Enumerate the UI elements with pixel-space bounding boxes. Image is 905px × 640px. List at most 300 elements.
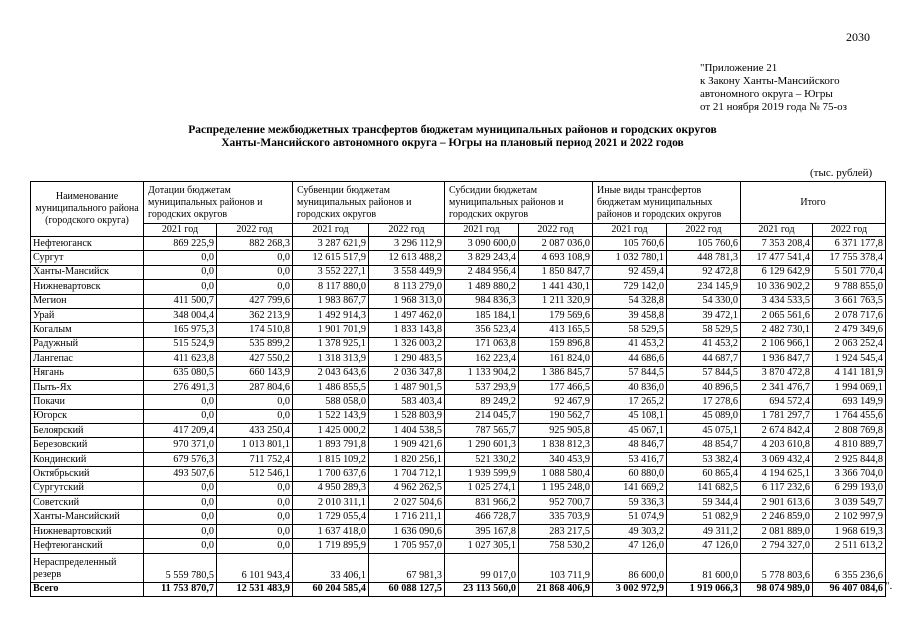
- value-cell: 5 778 803,6: [741, 553, 813, 582]
- municipality-name: Ханты-Мансийский: [31, 510, 144, 524]
- table-row: [31, 294, 886, 308]
- value-cell: 177 466,5: [519, 380, 593, 394]
- value-cell: 1 027 305,1: [445, 539, 519, 553]
- municipality-name: Покачи: [31, 395, 144, 409]
- value-cell: 60 204 585,4: [293, 582, 369, 596]
- value-cell: 1 968 619,3: [813, 524, 886, 538]
- value-cell: 39 458,8: [593, 308, 667, 322]
- value-cell: 952 700,7: [519, 496, 593, 510]
- value-cell: 1 820 256,1: [369, 452, 445, 466]
- value-cell: 925 905,8: [519, 424, 593, 438]
- value-cell: 162 223,4: [445, 352, 519, 366]
- value-cell: 1 893 791,8: [293, 438, 369, 452]
- value-cell: 970 371,0: [144, 438, 217, 452]
- value-cell: 45 075,1: [667, 424, 741, 438]
- value-cell: 98 074 989,0: [741, 582, 813, 596]
- value-cell: 362 213,9: [217, 308, 293, 322]
- value-cell: 1 815 109,2: [293, 452, 369, 466]
- appendix-line: "Приложение 21: [700, 62, 778, 74]
- value-cell: 2 484 956,4: [445, 265, 519, 279]
- table-row: [31, 395, 886, 409]
- value-cell: 411 500,7: [144, 294, 217, 308]
- value-cell: 53 416,7: [593, 452, 667, 466]
- value-cell: 92 459,4: [593, 265, 667, 279]
- header-year-2021: 2021 год: [593, 224, 667, 237]
- value-cell: 411 623,8: [144, 352, 217, 366]
- value-cell: 694 572,4: [741, 395, 813, 409]
- value-cell: 2 511 613,2: [813, 539, 886, 553]
- value-cell: 660 143,9: [217, 366, 293, 380]
- value-cell: 1 290 483,5: [369, 352, 445, 366]
- value-cell: 1 850 847,7: [519, 265, 593, 279]
- value-cell: 1 013 801,1: [217, 438, 293, 452]
- value-cell: 2 808 769,8: [813, 424, 886, 438]
- value-cell: 1 386 845,7: [519, 366, 593, 380]
- value-cell: 44 687,7: [667, 352, 741, 366]
- value-cell: 1 326 003,2: [369, 337, 445, 351]
- value-cell: 1 032 780,1: [593, 251, 667, 265]
- value-cell: 882 268,3: [217, 237, 293, 251]
- value-cell: 141 682,5: [667, 481, 741, 495]
- value-cell: 51 074,9: [593, 510, 667, 524]
- value-cell: 1 211 320,9: [519, 294, 593, 308]
- value-cell: 1 195 248,0: [519, 481, 593, 495]
- value-cell: 1 729 055,4: [293, 510, 369, 524]
- value-cell: 57 844,5: [593, 366, 667, 380]
- value-cell: 5 501 770,4: [813, 265, 886, 279]
- value-cell: 44 686,6: [593, 352, 667, 366]
- value-cell: 1 983 867,7: [293, 294, 369, 308]
- value-cell: 45 108,1: [593, 409, 667, 423]
- value-cell: 831 966,2: [445, 496, 519, 510]
- value-cell: 4 203 610,8: [741, 438, 813, 452]
- value-cell: 1 705 957,0: [369, 539, 445, 553]
- value-cell: 179 569,6: [519, 308, 593, 322]
- value-cell: 348 004,4: [144, 308, 217, 322]
- value-cell: 0,0: [217, 539, 293, 553]
- municipality-name: Всего: [31, 582, 144, 596]
- value-cell: 413 165,5: [519, 323, 593, 337]
- table-row: [31, 352, 886, 366]
- transfers-table: [30, 181, 886, 597]
- value-cell: 6 129 642,9: [741, 265, 813, 279]
- municipality-name: Сургут: [31, 251, 144, 265]
- value-cell: 1 378 925,1: [293, 337, 369, 351]
- value-cell: 0,0: [217, 510, 293, 524]
- total-row: [31, 582, 886, 596]
- value-cell: 49 303,2: [593, 524, 667, 538]
- value-cell: 3 558 449,9: [369, 265, 445, 279]
- value-cell: 1 994 069,1: [813, 380, 886, 394]
- value-cell: 1 088 580,4: [519, 467, 593, 481]
- value-cell: 47 126,0: [667, 539, 741, 553]
- value-cell: 3 039 549,7: [813, 496, 886, 510]
- value-cell: 60 880,0: [593, 467, 667, 481]
- value-cell: 92 467,9: [519, 395, 593, 409]
- value-cell: 3 296 112,9: [369, 237, 445, 251]
- value-cell: 3 829 243,4: [445, 251, 519, 265]
- value-cell: 2 794 327,0: [741, 539, 813, 553]
- table-row: [31, 280, 886, 294]
- table-row: [31, 524, 886, 538]
- value-cell: 0,0: [144, 251, 217, 265]
- value-cell: 2 036 347,8: [369, 366, 445, 380]
- value-cell: 1 425 000,2: [293, 424, 369, 438]
- municipality-name: Лангепас: [31, 352, 144, 366]
- value-cell: 1 936 847,7: [741, 352, 813, 366]
- value-cell: 11 753 870,7: [144, 582, 217, 596]
- table-row: [31, 481, 886, 495]
- table-body: [31, 237, 886, 597]
- value-cell: 583 403,4: [369, 395, 445, 409]
- value-cell: 214 045,7: [445, 409, 519, 423]
- value-cell: 6 101 943,4: [217, 553, 293, 582]
- value-cell: 1 290 601,3: [445, 438, 519, 452]
- value-cell: 433 250,4: [217, 424, 293, 438]
- value-cell: 12 613 488,2: [369, 251, 445, 265]
- header-other-transfers: Иные виды трансфертов бюджетам муниципальных районов и городских округов: [593, 182, 741, 224]
- table-row: [31, 539, 886, 553]
- value-cell: 2 081 889,0: [741, 524, 813, 538]
- value-cell: 448 781,3: [667, 251, 741, 265]
- value-cell: 48 854,7: [667, 438, 741, 452]
- value-cell: 17 265,2: [593, 395, 667, 409]
- value-cell: 59 344,4: [667, 496, 741, 510]
- table-row: [31, 380, 886, 394]
- table-row: [31, 510, 886, 524]
- municipality-name: Когалым: [31, 323, 144, 337]
- municipality-name: Октябрьский: [31, 467, 144, 481]
- value-cell: 3 287 621,9: [293, 237, 369, 251]
- value-cell: 0,0: [144, 524, 217, 538]
- value-cell: 1 909 421,6: [369, 438, 445, 452]
- table-row: [31, 424, 886, 438]
- value-cell: 53 382,4: [667, 452, 741, 466]
- value-cell: 51 082,9: [667, 510, 741, 524]
- document-title: [0, 124, 905, 150]
- value-cell: 417 209,4: [144, 424, 217, 438]
- table-row: [31, 251, 886, 265]
- value-cell: 1 441 430,1: [519, 280, 593, 294]
- value-cell: 40 896,5: [667, 380, 741, 394]
- value-cell: 2 027 504,6: [369, 496, 445, 510]
- value-cell: 3 870 472,8: [741, 366, 813, 380]
- value-cell: 1 487 901,5: [369, 380, 445, 394]
- value-cell: 12 615 517,9: [293, 251, 369, 265]
- value-cell: 0,0: [144, 481, 217, 495]
- value-cell: 427 799,6: [217, 294, 293, 308]
- value-cell: 45 089,0: [667, 409, 741, 423]
- value-cell: 33 406,1: [293, 553, 369, 582]
- value-cell: 174 510,8: [217, 323, 293, 337]
- value-cell: 0,0: [217, 395, 293, 409]
- title-line: Распределение межбюджетных трансфертов бюджетам муниципальных районов и городских округов: [188, 124, 717, 136]
- value-cell: 787 565,7: [445, 424, 519, 438]
- value-cell: 0,0: [144, 510, 217, 524]
- header-total: Итого: [741, 182, 886, 224]
- value-cell: 335 703,9: [519, 510, 593, 524]
- value-cell: 588 058,0: [293, 395, 369, 409]
- value-cell: 276 491,3: [144, 380, 217, 394]
- value-cell: 4 693 108,9: [519, 251, 593, 265]
- value-cell: 356 523,4: [445, 323, 519, 337]
- value-cell: 869 225,9: [144, 237, 217, 251]
- value-cell: 7 353 208,4: [741, 237, 813, 251]
- value-cell: 1 781 297,7: [741, 409, 813, 423]
- municipality-name: Нижневартовск: [31, 280, 144, 294]
- value-cell: 41 453,2: [667, 337, 741, 351]
- value-cell: 54 328,8: [593, 294, 667, 308]
- municipality-name: Кондинский: [31, 452, 144, 466]
- value-cell: 1 133 904,2: [445, 366, 519, 380]
- value-cell: 105 760,6: [593, 237, 667, 251]
- municipality-name: Советский: [31, 496, 144, 510]
- value-cell: 6 299 193,0: [813, 481, 886, 495]
- header-year-2022: 2022 год: [813, 224, 886, 237]
- header-municipality: Наименование муниципального района (городского округа): [31, 182, 144, 237]
- value-cell: 287 804,6: [217, 380, 293, 394]
- value-cell: 9 788 855,0: [813, 280, 886, 294]
- header-grants: Дотации бюджетам муниципальных районов и городских округов: [144, 182, 293, 224]
- value-cell: 512 546,1: [217, 467, 293, 481]
- value-cell: 1 025 274,1: [445, 481, 519, 495]
- value-cell: 1 522 143,9: [293, 409, 369, 423]
- value-cell: 1 489 880,2: [445, 280, 519, 294]
- value-cell: 2 674 842,4: [741, 424, 813, 438]
- units-label: (тыс. рублей): [810, 167, 873, 179]
- header-subventions: Субвенции бюджетам муниципальных районов и городских округов: [293, 182, 445, 224]
- value-cell: 2 010 311,1: [293, 496, 369, 510]
- value-cell: 1 719 895,9: [293, 539, 369, 553]
- value-cell: 521 330,2: [445, 452, 519, 466]
- municipality-name: Мегион: [31, 294, 144, 308]
- value-cell: 1 492 914,3: [293, 308, 369, 322]
- value-cell: 1 716 211,1: [369, 510, 445, 524]
- value-cell: 0,0: [144, 496, 217, 510]
- table-row: [31, 409, 886, 423]
- value-cell: 3 090 600,0: [445, 237, 519, 251]
- municipality-name: Ханты-Мансийск: [31, 265, 144, 279]
- value-cell: 59 336,3: [593, 496, 667, 510]
- value-cell: 81 600,0: [667, 553, 741, 582]
- value-cell: 1 486 855,5: [293, 380, 369, 394]
- value-cell: 3 002 972,9: [593, 582, 667, 596]
- value-cell: 2 901 613,6: [741, 496, 813, 510]
- value-cell: 1 528 803,9: [369, 409, 445, 423]
- value-cell: 2 102 997,9: [813, 510, 886, 524]
- value-cell: 537 293,9: [445, 380, 519, 394]
- value-cell: 99 017,0: [445, 553, 519, 582]
- value-cell: 1 838 812,3: [519, 438, 593, 452]
- appendix-reference: [700, 62, 847, 114]
- value-cell: 2 043 643,6: [293, 366, 369, 380]
- value-cell: 67 981,3: [369, 553, 445, 582]
- municipality-name: Сургутский: [31, 481, 144, 495]
- municipality-name: Нижневартовский: [31, 524, 144, 538]
- value-cell: 535 899,2: [217, 337, 293, 351]
- value-cell: 0,0: [217, 496, 293, 510]
- header-subsidies: Субсидии бюджетам муниципальных районов и городских округов: [445, 182, 593, 224]
- value-cell: 2 925 844,8: [813, 452, 886, 466]
- page-number: 2030: [846, 30, 870, 44]
- value-cell: 2 087 036,0: [519, 237, 593, 251]
- municipality-name: Нефтеюганский: [31, 539, 144, 553]
- header-year-2022: 2022 год: [667, 224, 741, 237]
- value-cell: 103 711,9: [519, 553, 593, 582]
- value-cell: 395 167,8: [445, 524, 519, 538]
- value-cell: 2 341 476,7: [741, 380, 813, 394]
- table-row: [31, 265, 886, 279]
- value-cell: 679 576,3: [144, 452, 217, 466]
- table-row: [31, 366, 886, 380]
- value-cell: 171 063,8: [445, 337, 519, 351]
- value-cell: 12 531 483,9: [217, 582, 293, 596]
- value-cell: 0,0: [217, 280, 293, 294]
- value-cell: 0,0: [144, 395, 217, 409]
- table-row: [31, 323, 886, 337]
- value-cell: 10 336 902,2: [741, 280, 813, 294]
- value-cell: 2 246 859,0: [741, 510, 813, 524]
- title-line: Ханты-Мансийского автономного округа – Югры на плановый период 2021 и 2022 годов: [221, 137, 684, 149]
- value-cell: 2 106 966,1: [741, 337, 813, 351]
- value-cell: 0,0: [217, 524, 293, 538]
- value-cell: 0,0: [217, 409, 293, 423]
- value-cell: 0,0: [217, 251, 293, 265]
- value-cell: 1 919 066,3: [667, 582, 741, 596]
- value-cell: 161 824,0: [519, 352, 593, 366]
- municipality-name: Урай: [31, 308, 144, 322]
- appendix-line: к Закону Ханты-Мансийского: [700, 75, 840, 87]
- value-cell: 60 088 127,5: [369, 582, 445, 596]
- table-row: [31, 496, 886, 510]
- value-cell: 60 865,4: [667, 467, 741, 481]
- value-cell: 3 552 227,1: [293, 265, 369, 279]
- value-cell: 234 145,9: [667, 280, 741, 294]
- value-cell: 0,0: [217, 481, 293, 495]
- value-cell: 729 142,0: [593, 280, 667, 294]
- value-cell: 283 217,5: [519, 524, 593, 538]
- closing-quote: ".: [885, 580, 893, 592]
- header-year-2021: 2021 год: [445, 224, 519, 237]
- header-year-2021: 2021 год: [741, 224, 813, 237]
- value-cell: 5 559 780,5: [144, 553, 217, 582]
- value-cell: 1 636 090,6: [369, 524, 445, 538]
- value-cell: 6 355 236,6: [813, 553, 886, 582]
- value-cell: 1 968 313,0: [369, 294, 445, 308]
- value-cell: 1 764 455,6: [813, 409, 886, 423]
- value-cell: 159 896,8: [519, 337, 593, 351]
- value-cell: 984 836,3: [445, 294, 519, 308]
- header-year-2022: 2022 год: [369, 224, 445, 237]
- table-row: [31, 237, 886, 251]
- value-cell: 1 497 462,0: [369, 308, 445, 322]
- value-cell: 340 453,9: [519, 452, 593, 466]
- municipality-name: Нераспределенный резерв: [31, 553, 144, 582]
- table-row: [31, 337, 886, 351]
- value-cell: 17 477 541,4: [741, 251, 813, 265]
- value-cell: 86 600,0: [593, 553, 667, 582]
- value-cell: 6 117 232,6: [741, 481, 813, 495]
- municipality-name: Белоярский: [31, 424, 144, 438]
- value-cell: 6 371 177,8: [813, 237, 886, 251]
- value-cell: 635 080,5: [144, 366, 217, 380]
- value-cell: 427 550,2: [217, 352, 293, 366]
- appendix-line: автономного округа – Югры: [700, 88, 833, 100]
- value-cell: 4 962 262,5: [369, 481, 445, 495]
- value-cell: 0,0: [144, 265, 217, 279]
- header-year-2022: 2022 год: [519, 224, 593, 237]
- value-cell: 1 939 599,9: [445, 467, 519, 481]
- value-cell: 1 637 418,0: [293, 524, 369, 538]
- value-cell: 0,0: [144, 280, 217, 294]
- header-year-2022: 2022 год: [217, 224, 293, 237]
- value-cell: 54 330,0: [667, 294, 741, 308]
- value-cell: 1 901 701,9: [293, 323, 369, 337]
- value-cell: 39 472,1: [667, 308, 741, 322]
- value-cell: 40 836,0: [593, 380, 667, 394]
- value-cell: 4 950 289,3: [293, 481, 369, 495]
- value-cell: 92 472,8: [667, 265, 741, 279]
- value-cell: 57 844,5: [667, 366, 741, 380]
- table-row: [31, 308, 886, 322]
- value-cell: 0,0: [217, 265, 293, 279]
- value-cell: 2 078 717,6: [813, 308, 886, 322]
- table-row: [31, 467, 886, 481]
- value-cell: 47 126,0: [593, 539, 667, 553]
- header-year-2021: 2021 год: [293, 224, 369, 237]
- value-cell: 1 704 712,1: [369, 467, 445, 481]
- value-cell: 2 065 561,6: [741, 308, 813, 322]
- value-cell: 693 149,9: [813, 395, 886, 409]
- value-cell: 1 924 545,4: [813, 352, 886, 366]
- value-cell: 45 067,1: [593, 424, 667, 438]
- value-cell: 17 755 378,4: [813, 251, 886, 265]
- value-cell: 4 194 625,1: [741, 467, 813, 481]
- value-cell: 4 810 889,7: [813, 438, 886, 452]
- value-cell: 96 407 084,6: [813, 582, 886, 596]
- value-cell: 1 404 538,5: [369, 424, 445, 438]
- table-row: [31, 452, 886, 466]
- value-cell: 3 434 533,5: [741, 294, 813, 308]
- value-cell: 8 113 279,0: [369, 280, 445, 294]
- appendix-line: от 21 ноября 2019 года № 75-оз: [700, 101, 847, 113]
- value-cell: 758 530,2: [519, 539, 593, 553]
- value-cell: 466 728,7: [445, 510, 519, 524]
- value-cell: 0,0: [144, 409, 217, 423]
- table-row: [31, 553, 886, 582]
- value-cell: 515 524,9: [144, 337, 217, 351]
- value-cell: 105 760,6: [667, 237, 741, 251]
- value-cell: 8 117 880,0: [293, 280, 369, 294]
- value-cell: 2 479 349,6: [813, 323, 886, 337]
- value-cell: 3 366 704,0: [813, 467, 886, 481]
- municipality-name: Радужный: [31, 337, 144, 351]
- value-cell: 48 846,7: [593, 438, 667, 452]
- value-cell: 0,0: [144, 539, 217, 553]
- header-year-2021: 2021 год: [144, 224, 217, 237]
- value-cell: 21 868 406,9: [519, 582, 593, 596]
- municipality-name: Югорск: [31, 409, 144, 423]
- value-cell: 58 529,5: [667, 323, 741, 337]
- value-cell: 89 249,2: [445, 395, 519, 409]
- value-cell: 711 752,4: [217, 452, 293, 466]
- municipality-name: Нефтеюганск: [31, 237, 144, 251]
- value-cell: 3 069 432,4: [741, 452, 813, 466]
- value-cell: 1 833 143,8: [369, 323, 445, 337]
- value-cell: 493 507,6: [144, 467, 217, 481]
- value-cell: 2 063 252,4: [813, 337, 886, 351]
- value-cell: 23 113 560,0: [445, 582, 519, 596]
